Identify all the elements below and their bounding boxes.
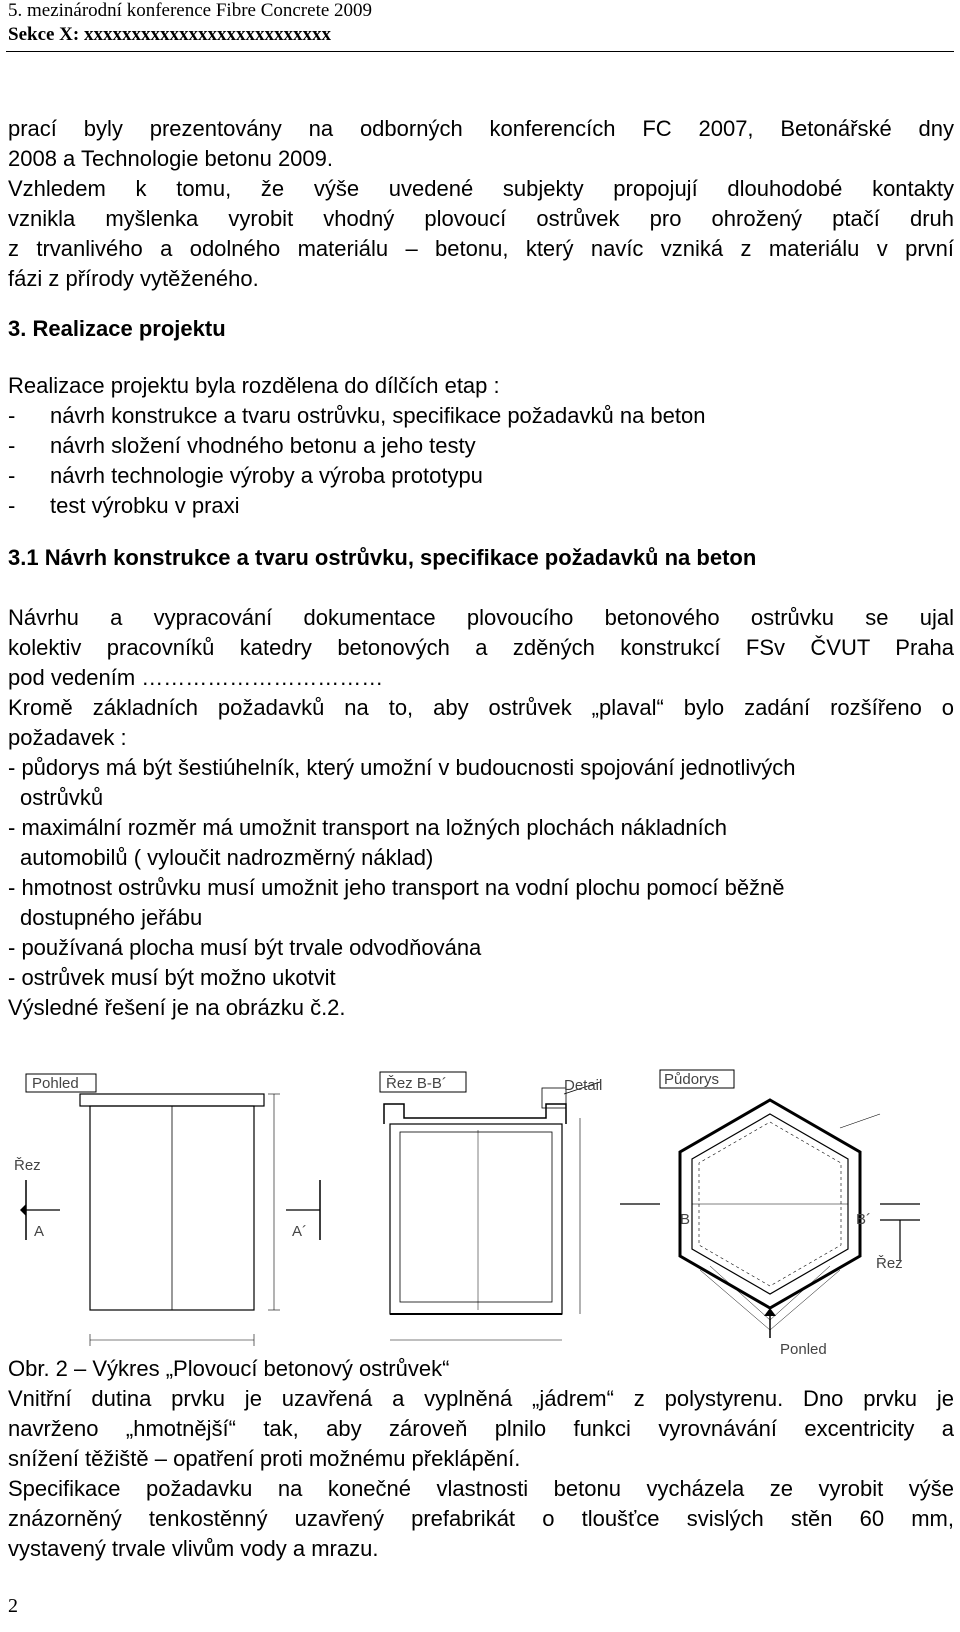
- label-rez-bb: Řez B-B´: [386, 1075, 447, 1092]
- list-item: [8, 431, 954, 461]
- section-3-1: [8, 543, 954, 1023]
- list-item: [8, 491, 954, 521]
- page-number: 2: [8, 1595, 18, 1617]
- header-rule: [6, 51, 954, 52]
- text-line: vystavený trvale vlivům vody a mrazu.: [8, 1536, 379, 1561]
- text-line: Vnitřní dutina prvku je uzavřená a vyplněná „jádrem“ z polystyrenu. Dno prvku je: [8, 1386, 954, 1411]
- label-ponled: Ponled: [780, 1341, 827, 1358]
- label-detail: Detail: [564, 1077, 603, 1094]
- requirements-list: [8, 753, 954, 993]
- paragraph: [8, 1384, 954, 1474]
- paragraph: [8, 693, 954, 753]
- text-line: fázi z přírody vytěženého.: [8, 266, 259, 291]
- label-rez-2: Řez: [876, 1255, 903, 1272]
- list-dash: -: [8, 493, 16, 518]
- text-line: Kromě základních požadavků na to, aby ostrůvek „plaval“ bylo zadání rozšířeno o: [8, 695, 954, 720]
- list-item: - půdorys má být šestiúhelník, který umožní v budoucnosti spojování jednotlivých: [8, 755, 796, 780]
- list-item-cont: automobilů ( vyloučit nadrozměrný náklad): [20, 845, 434, 870]
- text-line: navrženo „hmotnější“ tak, aby zároveň plnilo funkci vyrovnávání excentricity a: [8, 1416, 954, 1441]
- label-a2: A´: [292, 1223, 307, 1240]
- closing-section: [8, 1354, 954, 1564]
- section-heading: 3. Realizace projektu: [8, 316, 226, 341]
- section-view: [380, 1072, 603, 1340]
- text-line: Návrhu a vypracování dokumentace plovoucího betonového ostrůvku se ujal: [8, 605, 954, 630]
- list-item: - ostrůvek musí být možno ukotvit: [8, 965, 336, 990]
- figure-drawing: [14, 1070, 940, 1360]
- list-item: [8, 401, 954, 431]
- list-item-text: návrh složení vhodného betonu a jeho testy: [50, 433, 476, 458]
- paragraph: [8, 603, 954, 693]
- label-b: B: [680, 1211, 691, 1228]
- list-dash: -: [8, 403, 16, 428]
- text-line: z trvanlivého a odolného materiálu – betonu, který navíc vzniká z materiálu v první: [8, 236, 954, 261]
- running-header-section: Sekce X: xxxxxxxxxxxxxxxxxxxxxxxxxx: [8, 24, 331, 45]
- list-item-cont: ostrůvků: [20, 785, 104, 810]
- list-item: - používaná plocha musí být trvale odvodňována: [8, 935, 482, 960]
- label-b2: B´: [856, 1211, 871, 1228]
- text-line: snížení těžiště – opatření proti možnému překlápění.: [8, 1446, 521, 1471]
- running-header-conference: 5. mezinárodní konference Fibre Concrete 2009: [8, 0, 373, 21]
- text-line: vznikla myšlenka vyrobit vhodný plovoucí ostrůvek pro ohrožený ptačí druh: [8, 206, 954, 231]
- text-line: Specifikace požadavku na konečné vlastnosti betonu vycházela ze vyrobit výše: [8, 1476, 954, 1501]
- list-item-text: návrh technologie výroby a výroba prototypu: [50, 463, 483, 488]
- text-line: kolektiv pracovníků katedry betonových a zděných konstrukcí FSv ČVUT Praha: [8, 635, 954, 660]
- text-line: pod vedením ……………………………: [8, 665, 384, 690]
- section-intro: Realizace projektu byla rozdělena do dílčích etap :: [8, 373, 500, 398]
- list-dash: -: [8, 463, 16, 488]
- list-item: - hmotnost ostrůvku musí umožnit jeho transport na vodní plochu pomocí běžně: [8, 875, 785, 900]
- list-dash: -: [8, 433, 16, 458]
- intro-paragraph: [8, 114, 954, 294]
- label-pohled: Pohled: [32, 1075, 79, 1092]
- list-item: [8, 461, 954, 491]
- list-item-text: test výrobku v praxi: [50, 493, 240, 518]
- elevation-view: [20, 1074, 320, 1346]
- text-line: 2008 a Technologie betonu 2009.: [8, 146, 333, 171]
- list-item: - maximální rozměr má umožnit transport na ložných plochách nákladních: [8, 815, 727, 840]
- list-item-text: návrh konstrukce a tvaru ostrůvku, specifikace požadavků na beton: [50, 403, 706, 428]
- list-item-cont: dostupného jeřábu: [20, 905, 203, 930]
- section-3: [8, 314, 954, 521]
- label-rez: Řez: [14, 1157, 41, 1174]
- text-line: Vzhledem k tomu, že výše uvedené subjekty propojují dlouhodobé kontakty: [8, 176, 954, 201]
- text-line: znázorněný tenkostěnný uzavřený prefabrikát o tloušťce svislých stěn 60 mm,: [8, 1506, 954, 1531]
- label-pudorys: Půdorys: [664, 1071, 720, 1088]
- text-line: požadavek :: [8, 725, 127, 750]
- figure-caption: Obr. 2 – Výkres „Plovoucí betonový ostrůvek“: [8, 1356, 450, 1381]
- section-heading: 3.1 Návrh konstrukce a tvaru ostrůvku, specifikace požadavků na beton: [8, 545, 757, 570]
- plan-view: [620, 1070, 920, 1338]
- label-a: A: [34, 1223, 45, 1240]
- text-line: prací byly prezentovány na odborných konferencích FC 2007, Betonářské dny: [8, 116, 954, 141]
- paragraph: [8, 1474, 954, 1564]
- result-line: Výsledné řešení je na obrázku č.2.: [8, 995, 346, 1020]
